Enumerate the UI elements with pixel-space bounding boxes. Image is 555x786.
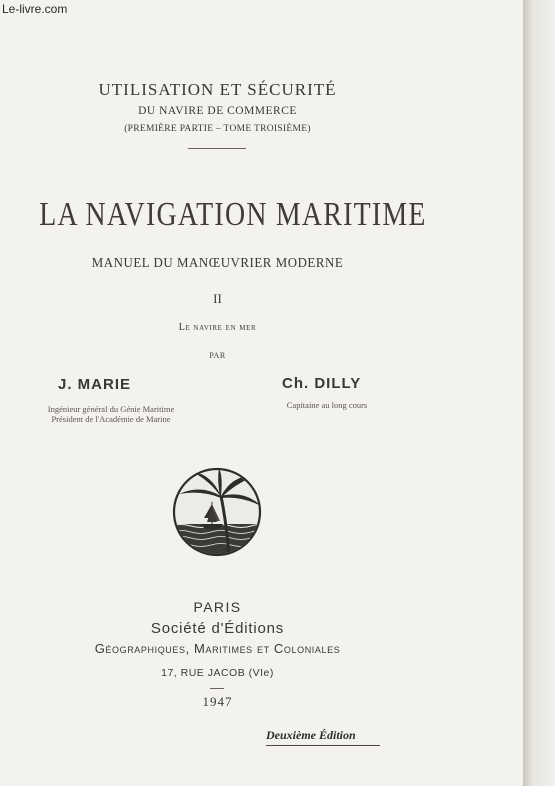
edition-label: Deuxième Édition — [266, 728, 356, 742]
credential-line: Ingénieur général du Génie Maritime — [47, 404, 175, 414]
publication-year: 1947 — [202, 694, 233, 709]
book-title: LA NAVIGATION MARITIME — [39, 196, 427, 233]
author-name-dilly: Ch. DILLY — [282, 375, 362, 392]
page-edge — [523, 0, 555, 786]
book-subtitle: MANUEL DU MANŒUVRIER MODERNE — [91, 256, 344, 271]
edition-underline — [266, 745, 380, 746]
author-credentials-marie — [36, 404, 186, 424]
author-credentials-dilly — [268, 400, 386, 410]
site-watermark: Le-livre.com — [2, 2, 68, 16]
palm-tree-sailing-ship-emblem — [171, 466, 263, 558]
series-title: UTILISATION ET SÉCURITÉ — [98, 80, 337, 99]
by-label: PAR — [209, 351, 226, 360]
credential-line: Capitaine au long cours — [286, 400, 368, 410]
author-name-marie: J. MARIE — [58, 376, 132, 393]
series-part: (PREMIÈRE PARTIE – TOME TROISIÈME) — [124, 124, 311, 134]
credential-line: Président de l'Académie de Marine — [51, 414, 171, 424]
volume-number: II — [213, 291, 222, 306]
divider-rule — [188, 148, 246, 149]
publisher-address: 17, RUE JACOB (VIe) — [161, 667, 274, 679]
publisher-name-line2: Géographiques, Maritimes et Coloniales — [94, 641, 341, 656]
divider-rule-small — [210, 688, 224, 689]
series-subtitle: DU NAVIRE DE COMMERCE — [138, 105, 297, 117]
volume-title: Le navire en mer — [178, 322, 257, 333]
publisher-name-line1: Société d'Éditions — [150, 620, 285, 637]
publisher-city: PARIS — [193, 599, 242, 615]
